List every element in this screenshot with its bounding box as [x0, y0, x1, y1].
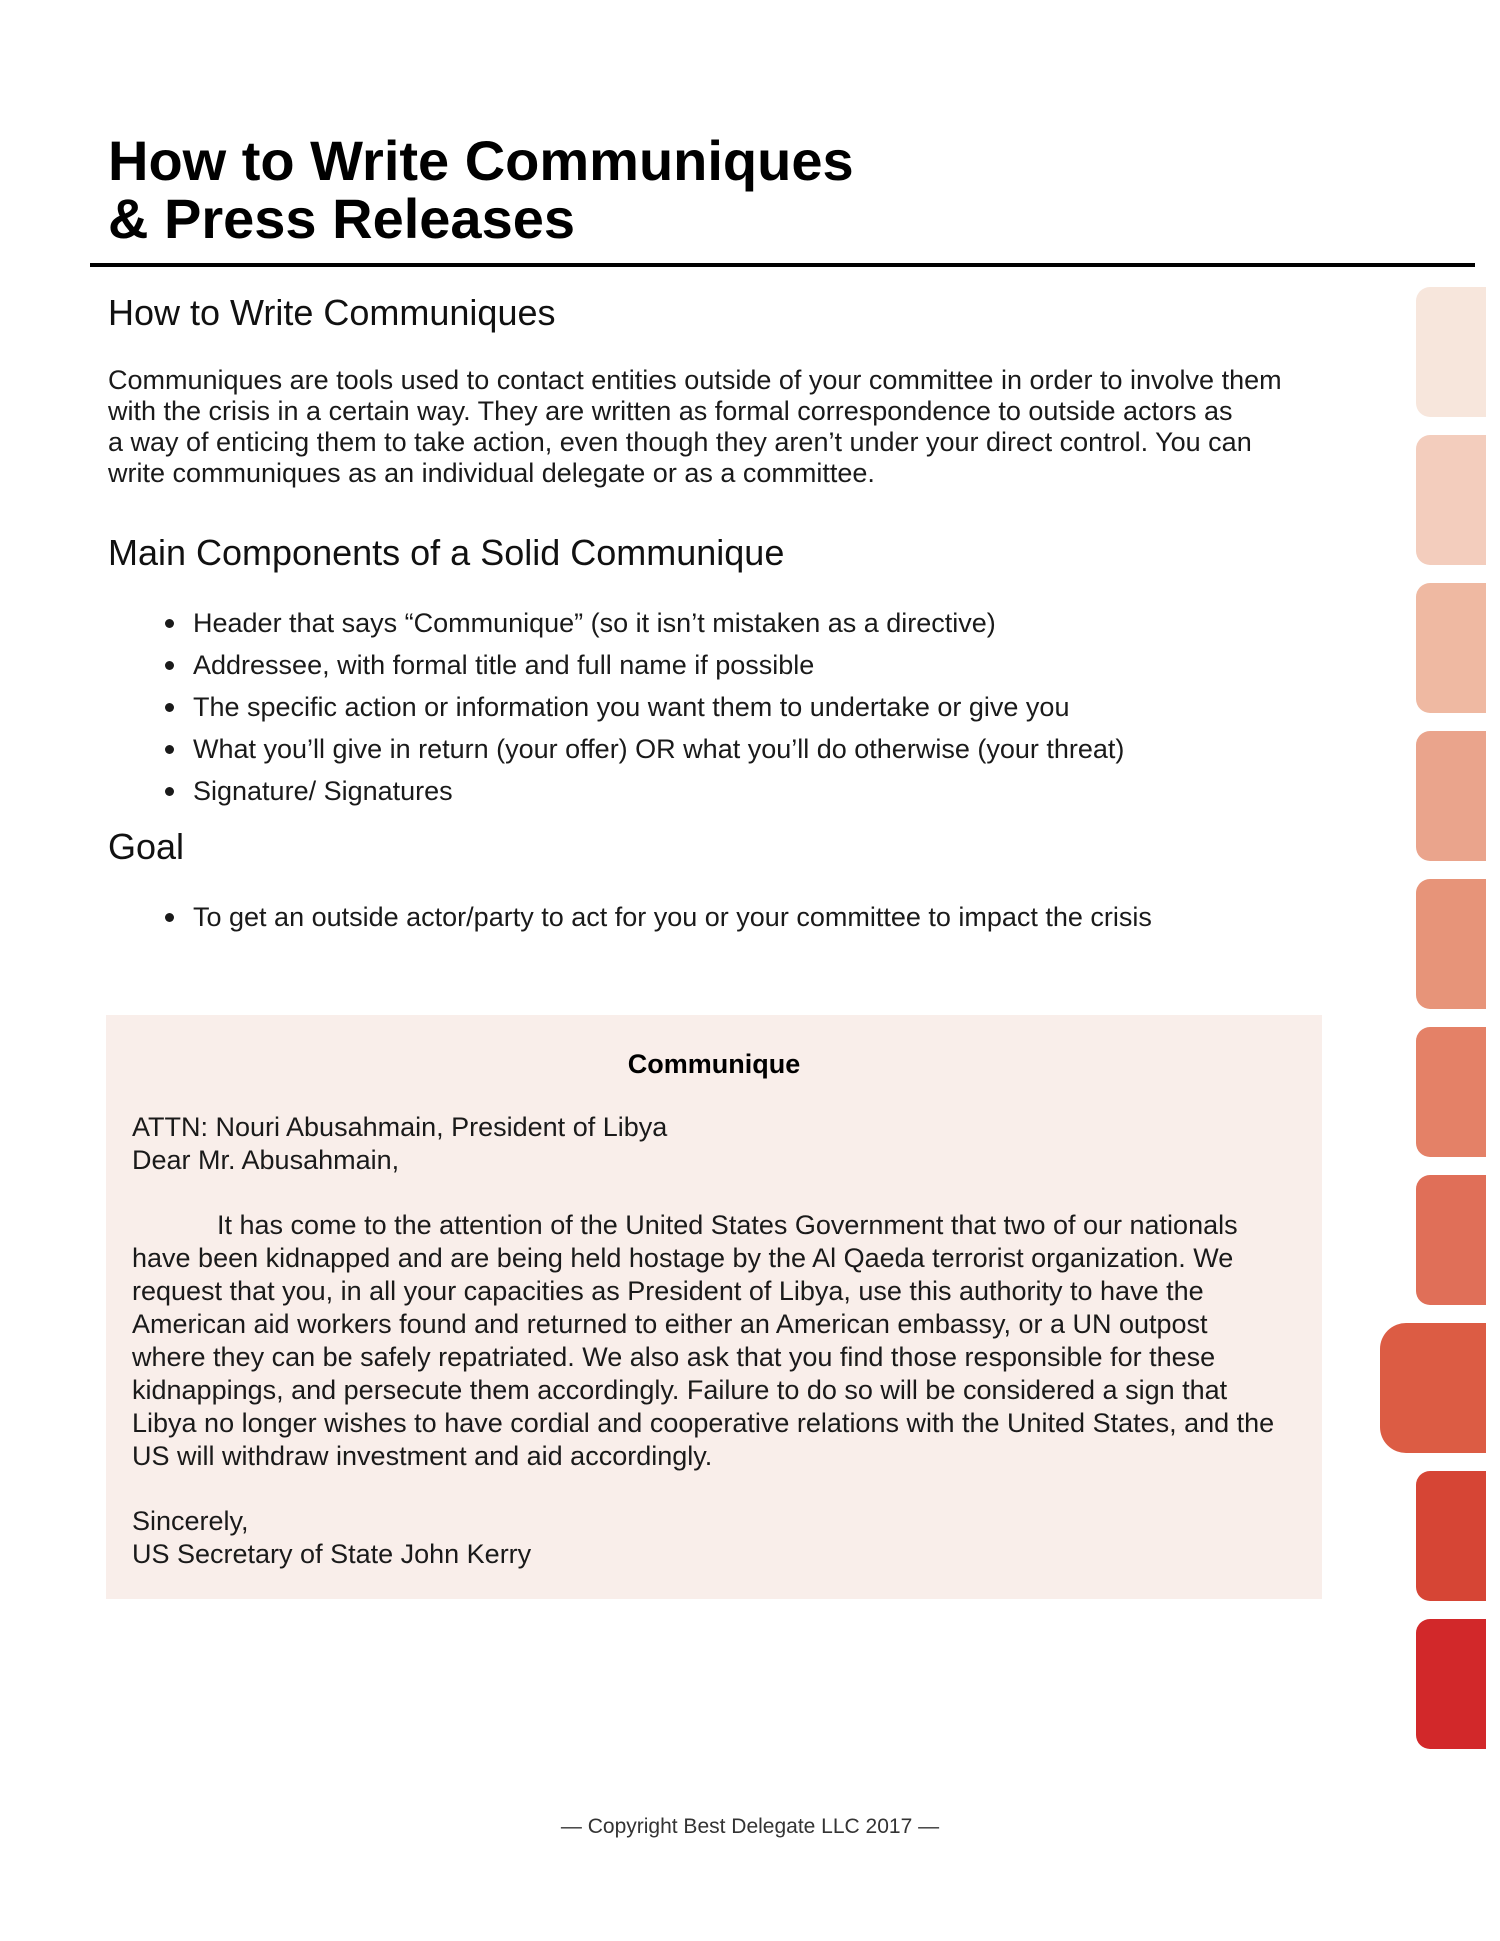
example-signoff — [132, 1505, 1302, 1571]
example-body-line: have been kidnapped and are being held hostage by the Al Qaeda terrorist organization. We — [132, 1243, 1234, 1273]
section-heading-goal: Goal — [108, 826, 185, 867]
example-body — [132, 1209, 1302, 1473]
example-body-line: where they can be safely repatriated. We also ask that you find those responsible for these — [132, 1342, 1216, 1372]
page-title-line-1: How to Write Communiques — [108, 129, 854, 192]
example-body-line: kidnappings, and persecute them accordingly. Failure to do so will be considered a sign that — [132, 1375, 1228, 1405]
side-tab — [1380, 1323, 1486, 1453]
side-tab — [1416, 583, 1486, 713]
example-body-line: US will withdraw investment and aid accordingly. — [132, 1441, 713, 1471]
example-communique-box — [106, 1015, 1322, 1599]
side-tab — [1416, 879, 1486, 1009]
intro-line: Communiques are tools used to contact entities outside of your committee in order to involve them — [108, 365, 1282, 395]
intro-paragraph — [108, 365, 1333, 489]
side-tab — [1416, 731, 1486, 861]
list-item: Signature/ Signatures — [108, 770, 1124, 812]
intro-line: write communiques as an individual delegate or as a committee. — [108, 458, 875, 488]
list-item: The specific action or information you want them to undertake or give you — [108, 686, 1124, 728]
example-attn-line: ATTN: Nouri Abusahmain, President of Libya — [132, 1112, 668, 1142]
page-title — [108, 129, 1208, 250]
side-tab — [1416, 435, 1486, 565]
side-tab — [1416, 1619, 1486, 1749]
example-signature: US Secretary of State John Kerry — [132, 1539, 532, 1569]
page-title-line-2: & Press Releases — [108, 187, 576, 250]
example-communique-title: Communique — [627, 1049, 801, 1079]
section-heading-components: Main Components of a Solid Communique — [108, 532, 785, 573]
title-divider — [90, 263, 1475, 267]
example-salutation: Dear Mr. Abusahmain, — [132, 1145, 400, 1175]
side-tab — [1416, 1027, 1486, 1157]
footer-copyright: — Copyright Best Delegate LLC 2017 — — [560, 1815, 940, 1838]
intro-line: a way of enticing them to take action, even though they aren’t under your direct control. You can — [108, 427, 1252, 457]
section-heading-communiques: How to Write Communiques — [108, 292, 556, 333]
list-item: What you’ll give in return (your offer) OR what you’ll do otherwise (your threat) — [108, 728, 1124, 770]
goal-list — [108, 896, 1152, 938]
example-body-line: request that you, in all your capacities as President of Libya, use this authority to have the — [132, 1276, 1204, 1306]
example-body-line: It has come to the attention of the United States Government that two of our nationals — [217, 1210, 1238, 1240]
list-item: Header that says “Communique” (so it isn’t mistaken as a directive) — [108, 602, 1124, 644]
example-attn-block — [132, 1111, 1302, 1177]
list-item: To get an outside actor/party to act for you or your committee to impact the crisis — [108, 896, 1152, 938]
example-body-line: American aid workers found and returned to either an American embassy, or a UN outpost — [132, 1309, 1208, 1339]
side-tab — [1416, 1175, 1486, 1305]
list-item: Addressee, with formal title and full name if possible — [108, 644, 1124, 686]
side-tab — [1416, 287, 1486, 417]
example-body-line: Libya no longer wishes to have cordial and cooperative relations with the United States, and the — [132, 1408, 1275, 1438]
components-list — [108, 602, 1124, 812]
intro-line: with the crisis in a certain way. They are written as formal correspondence to outside actors as — [108, 396, 1233, 426]
example-closing: Sincerely, — [132, 1506, 249, 1536]
side-tab — [1416, 1471, 1486, 1601]
